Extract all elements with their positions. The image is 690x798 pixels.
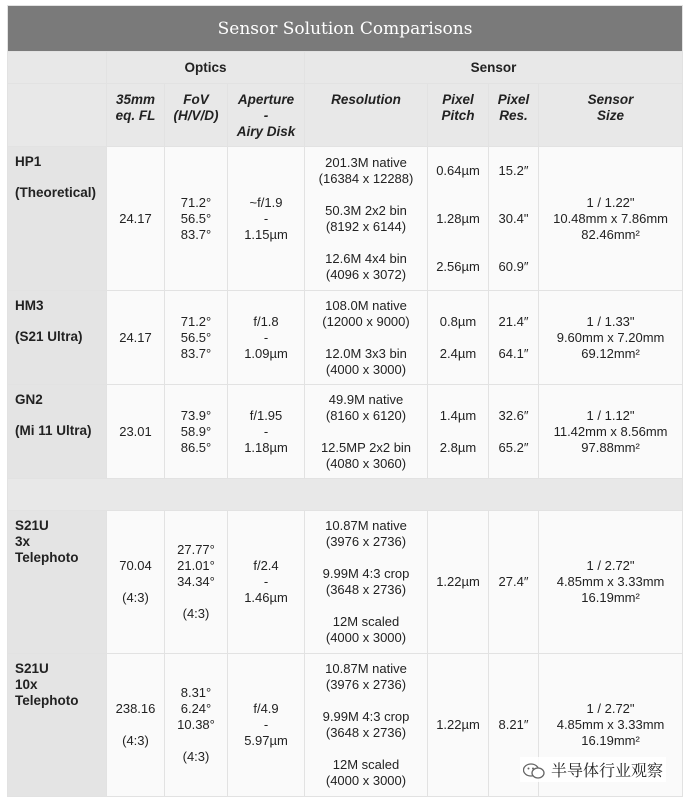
size-cell: 1 / 1.12" 11.42mm x 8.56mm 97.88mm² [539, 385, 683, 479]
col-header-resolution: Resolution [305, 84, 428, 147]
fl-cell: 24.17 [107, 147, 165, 291]
pitch-cell: 0.8µm 2.4µm [428, 291, 489, 385]
pitch-cell: 1.22µm [428, 511, 489, 654]
size-cell: 1 / 1.33" 9.60mm x 7.20mm 69.12mm² [539, 291, 683, 385]
group-header-optics: Optics [107, 52, 305, 84]
pixres-cell: 32.6″ 65.2″ [489, 385, 539, 479]
corner-cell [8, 52, 107, 84]
resolution-cell: 49.9M native (8160 x 6120) 12.5MP 2x2 bin (4080 x 3060) [305, 385, 428, 479]
col-header-pitch: Pixel Pitch [428, 84, 489, 147]
col-header-pixres: Pixel Res. [489, 84, 539, 147]
fl-cell: 23.01 [107, 385, 165, 479]
row-name: S21U 10x Telephoto [8, 654, 107, 797]
aperture-cell: ~f/1.9 - 1.15µm [228, 147, 305, 291]
table-row [8, 291, 683, 385]
pixres-cell: 15.2″ 30.4" 60.9″ [489, 147, 539, 291]
watermark-text: 半导体行业观察 [551, 763, 664, 780]
section-divider-row [8, 479, 683, 511]
table-row [8, 385, 683, 479]
fl-cell: 238.16 (4:3) [107, 654, 165, 797]
pitch-cell: 1.4µm 2.8µm [428, 385, 489, 479]
table-title: Sensor Solution Comparisons [8, 6, 683, 52]
col-header-size: Sensor Size [539, 84, 683, 147]
group-header-sensor: Sensor [305, 52, 683, 84]
col-header-aperture: Aperture - Airy Disk [228, 84, 305, 147]
pixres-cell: 21.4″ 64.1″ [489, 291, 539, 385]
aperture-cell: f/4.9 - 5.97µm [228, 654, 305, 797]
resolution-cell: 108.0M native (12000 x 9000) 12.0M 3x3 bin (4000 x 3000) [305, 291, 428, 385]
aperture-cell: f/1.8 - 1.09µm [228, 291, 305, 385]
pixres-cell: 27.4″ [489, 511, 539, 654]
resolution-cell: 10.87M native (3976 x 2736) 9.99M 4:3 crop (3648 x 2736) 12M scaled (4000 x 3000) [305, 654, 428, 797]
pixres-cell: 8.21″ [489, 654, 539, 797]
row-name: HP1 (Theoretical) [8, 147, 107, 291]
table-row [8, 511, 683, 654]
aperture-cell: f/1.95 - 1.18µm [228, 385, 305, 479]
resolution-cell: 201.3M native (16384 x 12288) 50.3M 2x2 bin (8192 x 6144) 12.6M 4x4 bin (4096 x 3072) [305, 147, 428, 291]
size-cell: 1 / 1.22" 10.48mm x 7.86mm 82.46mm² [539, 147, 683, 291]
row-name: GN2 (Mi 11 Ultra) [8, 385, 107, 479]
fov-cell: 73.9° 58.9° 86.5° [165, 385, 228, 479]
fov-cell: 71.2° 56.5° 83.7° [165, 147, 228, 291]
size-cell: 1 / 2.72" 4.85mm x 3.33mm 16.19mm² [539, 511, 683, 654]
row-name: HM3 (S21 Ultra) [8, 291, 107, 385]
col-header-fl: 35mm eq. FL [107, 84, 165, 147]
sensor-comparison-table [7, 5, 683, 797]
aperture-cell: f/2.4 - 1.46µm [228, 511, 305, 654]
fl-cell: 70.04 (4:3) [107, 511, 165, 654]
wechat-logo-icon [523, 763, 545, 779]
fl-cell: 24.17 [107, 291, 165, 385]
row-name: S21U 3x Telephoto [8, 511, 107, 654]
watermark [520, 757, 666, 782]
resolution-cell: 10.87M native (3976 x 2736) 9.99M 4:3 crop (3648 x 2736) 12M scaled (4000 x 3000) [305, 511, 428, 654]
fov-cell: 71.2° 56.5° 83.7° [165, 291, 228, 385]
pitch-cell: 1.22µm [428, 654, 489, 797]
col-header-fov: FoV (H/V/D) [165, 84, 228, 147]
corner-cell-2 [8, 84, 107, 147]
table-row [8, 147, 683, 291]
fov-cell: 8.31° 6.24° 10.38° (4:3) [165, 654, 228, 797]
fov-cell: 27.77° 21.01° 34.34° (4:3) [165, 511, 228, 654]
section-divider [8, 479, 683, 511]
pitch-cell: 0.64µm 1.28µm 2.56µm [428, 147, 489, 291]
size-cell: 1 / 2.72" 4.85mm x 3.33mm 16.19mm² [539, 654, 683, 797]
